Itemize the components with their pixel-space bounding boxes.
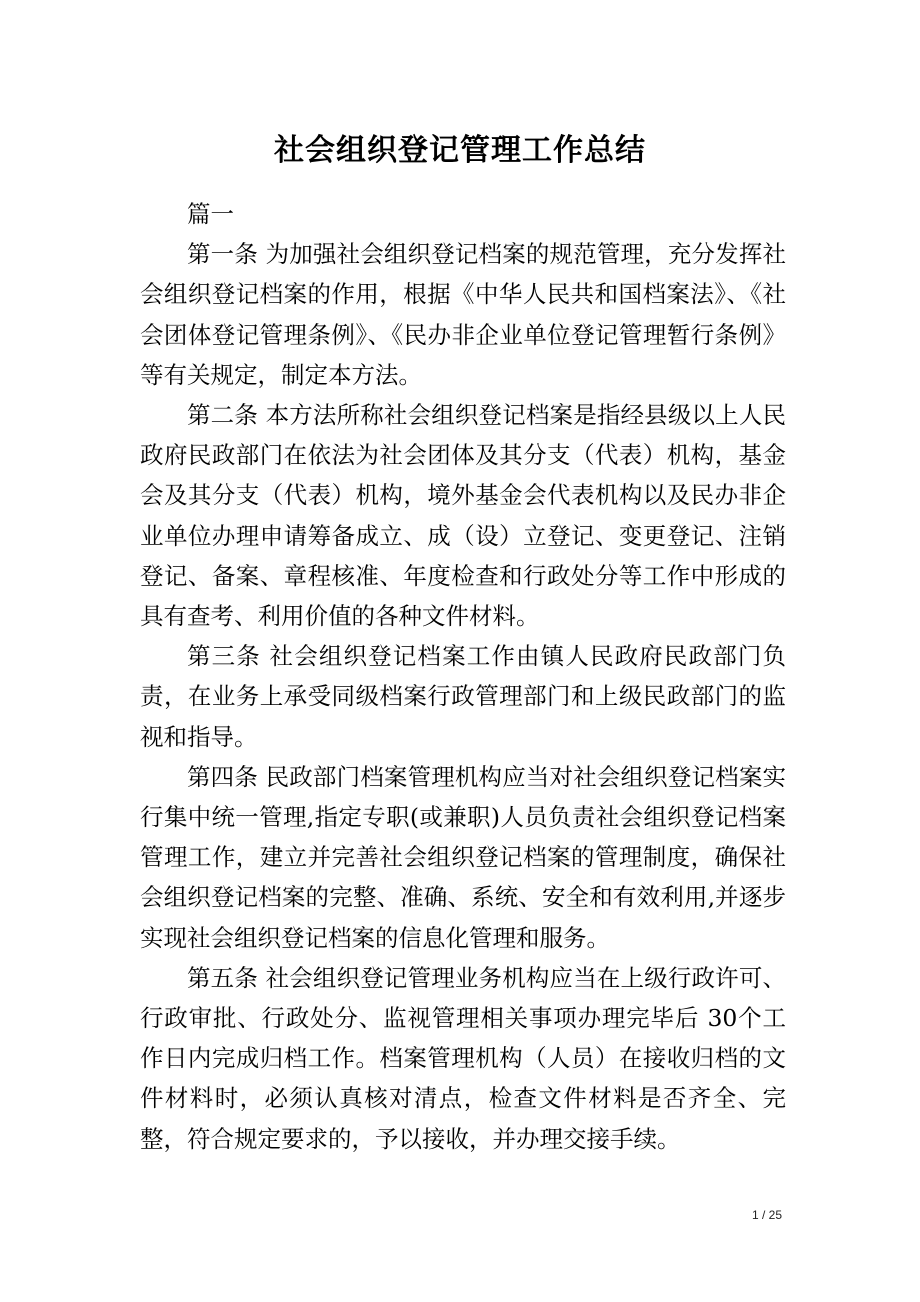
paragraph-article-4: 第四条 民政部门档案管理机构应当对社会组织登记档案实行集中统一管理,指定专职(或兼职)人员负责社会组织登记档案管理工作，建立并完善社会组织登记档案的管理制度，确保社会组织登记档案的完整、准确、系统、安全和有效利用,并逐步实现社会组织登记档案的信息化管理和服务。 — [140, 762, 786, 952]
document-title: 社会组织登记管理工作总结 — [274, 133, 646, 168]
paragraph-article-1: 第一条 为加强社会组织登记档案的规范管理，充分发挥社会组织登记档案的作用，根据《中华人民共和国档案法》、《社会团体登记管理条例》、《民办非企业单位登记管理暂行条例》等有关规定，制定本方法。 — [140, 240, 786, 389]
paragraph-article-3: 第三条 社会组织登记档案工作由镇人民政府民政部门负责，在业务上承受同级档案行政管理部门和上级民政部门的监视和指导。 — [140, 642, 786, 751]
page-number: 1 / 25 — [751, 1208, 782, 1222]
paragraph-article-2: 第二条 本方法所称社会组织登记档案是指经县级以上人民政府民政部门在依法为社会团体及其分支（代表）机构，基金会及其分支（代表）机构，境外基金会代表机构以及民办非企业单位办理申请筹备成立、成（设）立登记、变更登记、注销登记、备案、章程核准、年度检查和行政处分等工作中形成的具有查考、利用价值的各种文件材料。 — [140, 401, 786, 631]
paragraph-article-5: 第五条 社会组织登记管理业务机构应当在上级行政许可、行政审批、行政处分、监视管理相关事项办理完毕后 30个工作日内完成归档工作。档案管理机构（人员）在接收归档的文件材料时，必须认真核对清点，检查文件材料是否齐全、完整，符合规定要求的，予以接收，并办理交接手续。 — [140, 963, 786, 1153]
document-body — [140, 194, 786, 1159]
section-label: 篇一 — [187, 200, 234, 228]
